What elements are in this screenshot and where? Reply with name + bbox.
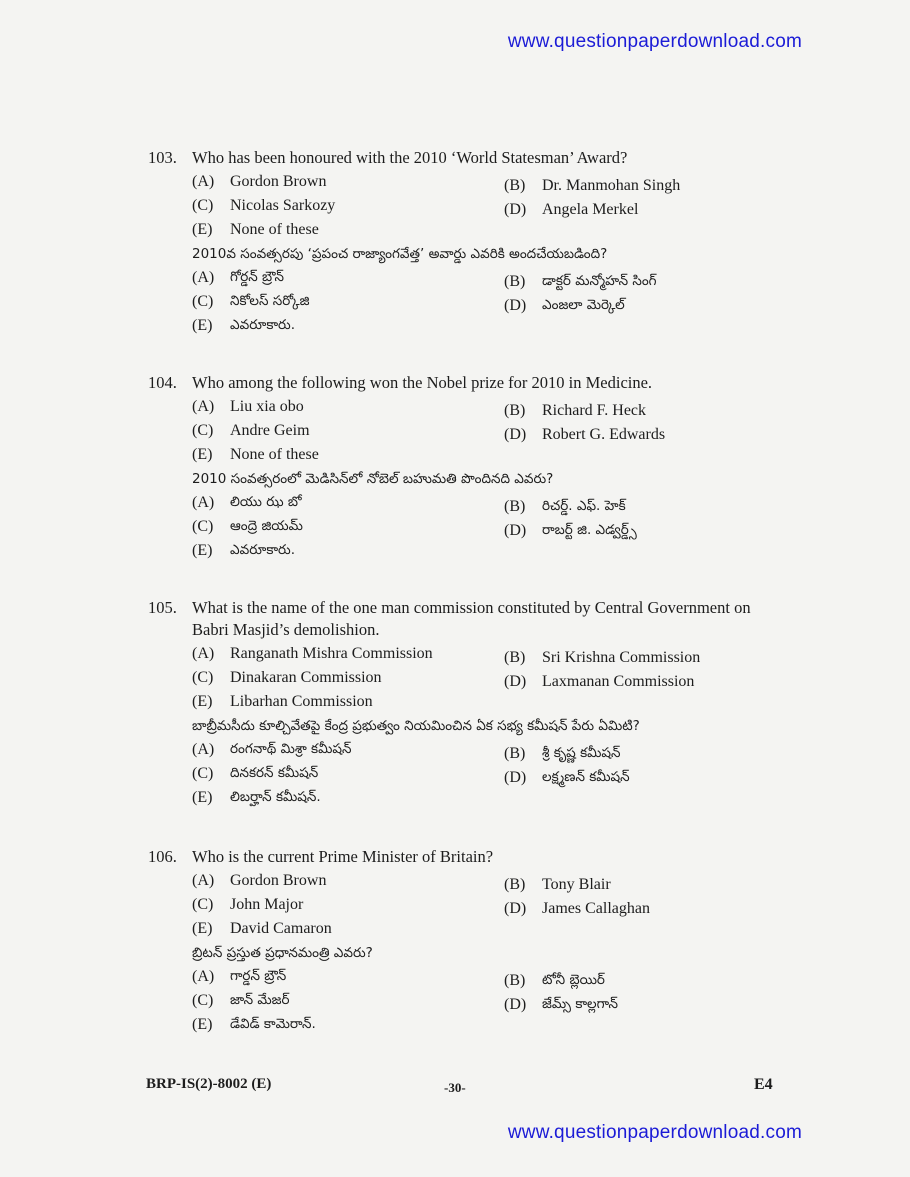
option xyxy=(504,199,788,220)
site-url-top[interactable]: www.questionpaperdownload.com xyxy=(507,31,802,52)
options-english xyxy=(192,396,788,465)
option-label: (B) xyxy=(504,649,526,666)
question-text-te: 2010 సంవత్సరంలో మెడిసిన్‌లో నోబెల్ బహుమతి పొందినది ఎవరు? xyxy=(192,471,554,487)
option xyxy=(504,970,788,991)
option-label: (A) xyxy=(192,269,215,286)
option-label: (C) xyxy=(192,896,214,913)
option-text: జాన్ మేజర్ xyxy=(230,992,290,1008)
option-text: Laxmanan Commission xyxy=(542,673,695,690)
option-text: Sri Krishna Commission xyxy=(542,649,701,666)
options-english xyxy=(192,870,788,939)
option xyxy=(504,874,788,895)
option xyxy=(192,691,504,712)
option-text: నికోలస్ సర్కోజి xyxy=(230,293,310,309)
option-label: (B) xyxy=(504,972,526,989)
option-label: (B) xyxy=(504,876,526,893)
option-label: (B) xyxy=(504,177,526,194)
option-text: ఎంజలా మెర్కెల్ xyxy=(542,297,625,313)
option xyxy=(192,739,504,760)
option-label: (E) xyxy=(192,789,213,806)
option-text: Robert G. Edwards xyxy=(542,426,666,443)
option-text: గార్డన్ బ్రౌన్ xyxy=(230,968,287,984)
option-text: Angela Merkel xyxy=(542,201,639,218)
question-103 xyxy=(148,147,788,336)
option-label: (B) xyxy=(504,402,526,419)
option xyxy=(192,787,504,808)
option-text: Ranganath Mishra Commission xyxy=(230,645,433,662)
option-text: None of these xyxy=(230,446,319,463)
option-text: ఆంద్రె జియమ్ xyxy=(230,518,303,534)
option-label: (A) xyxy=(192,968,215,985)
option-text: Andre Geim xyxy=(230,422,310,439)
option-text: ఎవరూకారు. xyxy=(230,542,295,558)
option xyxy=(192,420,504,441)
option-text: లిబర్హాన్ కమీషన్. xyxy=(230,789,321,805)
option-label: (E) xyxy=(192,542,213,559)
option xyxy=(192,540,504,561)
question-stem xyxy=(148,147,788,169)
option-label: (E) xyxy=(192,446,213,463)
option xyxy=(192,763,504,784)
option-label: (C) xyxy=(192,669,214,686)
option-text: John Major xyxy=(230,896,304,913)
question-stem xyxy=(148,846,788,868)
question-104 xyxy=(148,372,788,561)
option xyxy=(504,898,788,919)
option-label: (E) xyxy=(192,693,213,710)
option-text: Tony Blair xyxy=(542,876,611,893)
option xyxy=(192,990,504,1011)
option-label: (B) xyxy=(504,498,526,515)
option xyxy=(192,291,504,312)
option xyxy=(504,496,788,517)
option-label: (C) xyxy=(192,422,214,439)
option xyxy=(192,667,504,688)
question-number: 106. xyxy=(148,847,177,866)
option-label: (A) xyxy=(192,494,215,511)
option-text: లక్ష్మణన్ కమీషన్ xyxy=(542,769,630,785)
question-106 xyxy=(148,846,788,1035)
option-label: (A) xyxy=(192,173,215,190)
question-number: 104. xyxy=(148,373,177,392)
option-text: టోనీ బ్లెయిర్ xyxy=(542,972,605,988)
question-text-en: Who is the current Prime Minister of Britain? xyxy=(192,847,494,866)
option-text: None of these xyxy=(230,221,319,238)
option-text: James Callaghan xyxy=(542,900,650,917)
option-label: (D) xyxy=(504,297,527,314)
option-text: Gordon Brown xyxy=(230,173,327,190)
option-label: (D) xyxy=(504,996,527,1013)
question-text-te: బాబ్రీమసీదు కూల్చివేతపై కేంద్ర ప్రభుత్వం నియమించిన ఏక సభ్య కమీషన్ పేరు ఏమిటి? xyxy=(192,718,640,734)
option-text: డేవిడ్ కామెరాన్. xyxy=(230,1016,316,1032)
option-label: (B) xyxy=(504,745,526,762)
options-english xyxy=(192,643,788,712)
option xyxy=(192,396,504,417)
option xyxy=(192,315,504,336)
option-label: (A) xyxy=(192,872,215,889)
question-text-te: 2010వ సంవత్సరపు ‘ప్రపంచ రాజ్యాంగవేత్త’ అవార్డు ఎవరికి అందచేయబడింది? xyxy=(192,246,608,262)
option-text: Nicolas Sarkozy xyxy=(230,197,336,214)
option-text: గోర్డన్ బ్రౌన్ xyxy=(230,269,284,285)
option-text: Liu xia obo xyxy=(230,398,304,415)
option-label: (C) xyxy=(192,992,214,1009)
option-text: రంగనాథ్ మిశ్రా కమీషన్ xyxy=(230,741,352,757)
options-telugu xyxy=(192,739,788,808)
option-label: (A) xyxy=(192,645,215,662)
option-text: డాక్టర్ మన్మోహన్ సింగ్ xyxy=(542,273,657,289)
question-105 xyxy=(148,597,788,808)
option-label: (D) xyxy=(504,769,527,786)
option-label: (A) xyxy=(192,741,215,758)
option-label: (E) xyxy=(192,317,213,334)
question-text-en: What is the name of the one man commission constituted by Central Government on Babri Masjid’s demolishion. xyxy=(192,598,751,639)
question-stem xyxy=(148,372,788,394)
option-label: (D) xyxy=(504,522,527,539)
option-label: (E) xyxy=(192,221,213,238)
option-label: (E) xyxy=(192,1016,213,1033)
option xyxy=(504,424,788,445)
option xyxy=(504,400,788,421)
option-text: Libarhan Commission xyxy=(230,693,373,710)
option-label: (D) xyxy=(504,201,527,218)
option-text: జేమ్స్ కాల్లగాన్ xyxy=(542,996,619,1012)
option xyxy=(504,295,788,316)
option-label: (D) xyxy=(504,673,527,690)
option xyxy=(192,918,504,939)
option-label: (A) xyxy=(192,398,215,415)
option-text: Gordon Brown xyxy=(230,872,327,889)
option xyxy=(192,444,504,465)
option xyxy=(192,894,504,915)
option xyxy=(504,271,788,292)
option-label: (C) xyxy=(192,293,214,310)
option xyxy=(504,671,788,692)
option xyxy=(504,767,788,788)
option-text: David Camaron xyxy=(230,920,332,937)
question-number: 105. xyxy=(148,598,177,617)
option-label: (B) xyxy=(504,273,526,290)
option xyxy=(504,743,788,764)
site-url-bottom[interactable]: www.questionpaperdownload.com xyxy=(507,1122,802,1143)
option-text: Richard F. Heck xyxy=(542,402,647,419)
option xyxy=(192,195,504,216)
option-label: (D) xyxy=(504,426,527,443)
option xyxy=(504,994,788,1015)
option-label: (C) xyxy=(192,518,214,535)
option xyxy=(192,870,504,891)
option-text: శ్రీ కృష్ణ కమీషన్ xyxy=(542,745,621,761)
paper-code: BRP-IS(2)-8002 (E) xyxy=(146,1076,272,1092)
options-telugu xyxy=(192,966,788,1035)
option xyxy=(192,492,504,513)
options-telugu xyxy=(192,267,788,336)
question-text-te: బ్రిటన్ ప్రస్తుత ప్రధానమంత్రి ఎవరు? xyxy=(192,945,373,961)
option-label: (C) xyxy=(192,197,214,214)
option xyxy=(192,219,504,240)
option-label: (D) xyxy=(504,900,527,917)
page-number: -30- xyxy=(444,1080,466,1095)
option xyxy=(192,643,504,664)
option xyxy=(192,1014,504,1035)
option xyxy=(192,267,504,288)
option-text: లియు ఝ బో xyxy=(230,494,302,510)
option xyxy=(192,516,504,537)
option-label: (C) xyxy=(192,765,214,782)
question-text-en: Who among the following won the Nobel prize for 2010 in Medicine. xyxy=(192,373,653,392)
option xyxy=(504,520,788,541)
option-text: Dinakaran Commission xyxy=(230,669,382,686)
options-telugu xyxy=(192,492,788,561)
option-label: (E) xyxy=(192,920,213,937)
option-text: Dr. Manmohan Singh xyxy=(542,177,681,194)
option xyxy=(192,966,504,987)
question-text-en: Who has been honoured with the 2010 ‘World Statesman’ Award? xyxy=(192,148,628,167)
option xyxy=(504,175,788,196)
option-text: ఎవరూకారు. xyxy=(230,317,295,333)
paper-set: E4 xyxy=(754,1076,773,1093)
option xyxy=(192,171,504,192)
question-stem xyxy=(148,597,788,641)
option-text: దినకరన్ కమీషన్ xyxy=(230,765,319,781)
question-number: 103. xyxy=(148,148,177,167)
option xyxy=(504,647,788,668)
option-text: రాబర్ట్ జి. ఎడ్వర్డ్స్ xyxy=(542,522,637,538)
options-english xyxy=(192,171,788,240)
option-text: రిచర్డ్. ఎఫ్. హెక్ xyxy=(542,498,626,514)
